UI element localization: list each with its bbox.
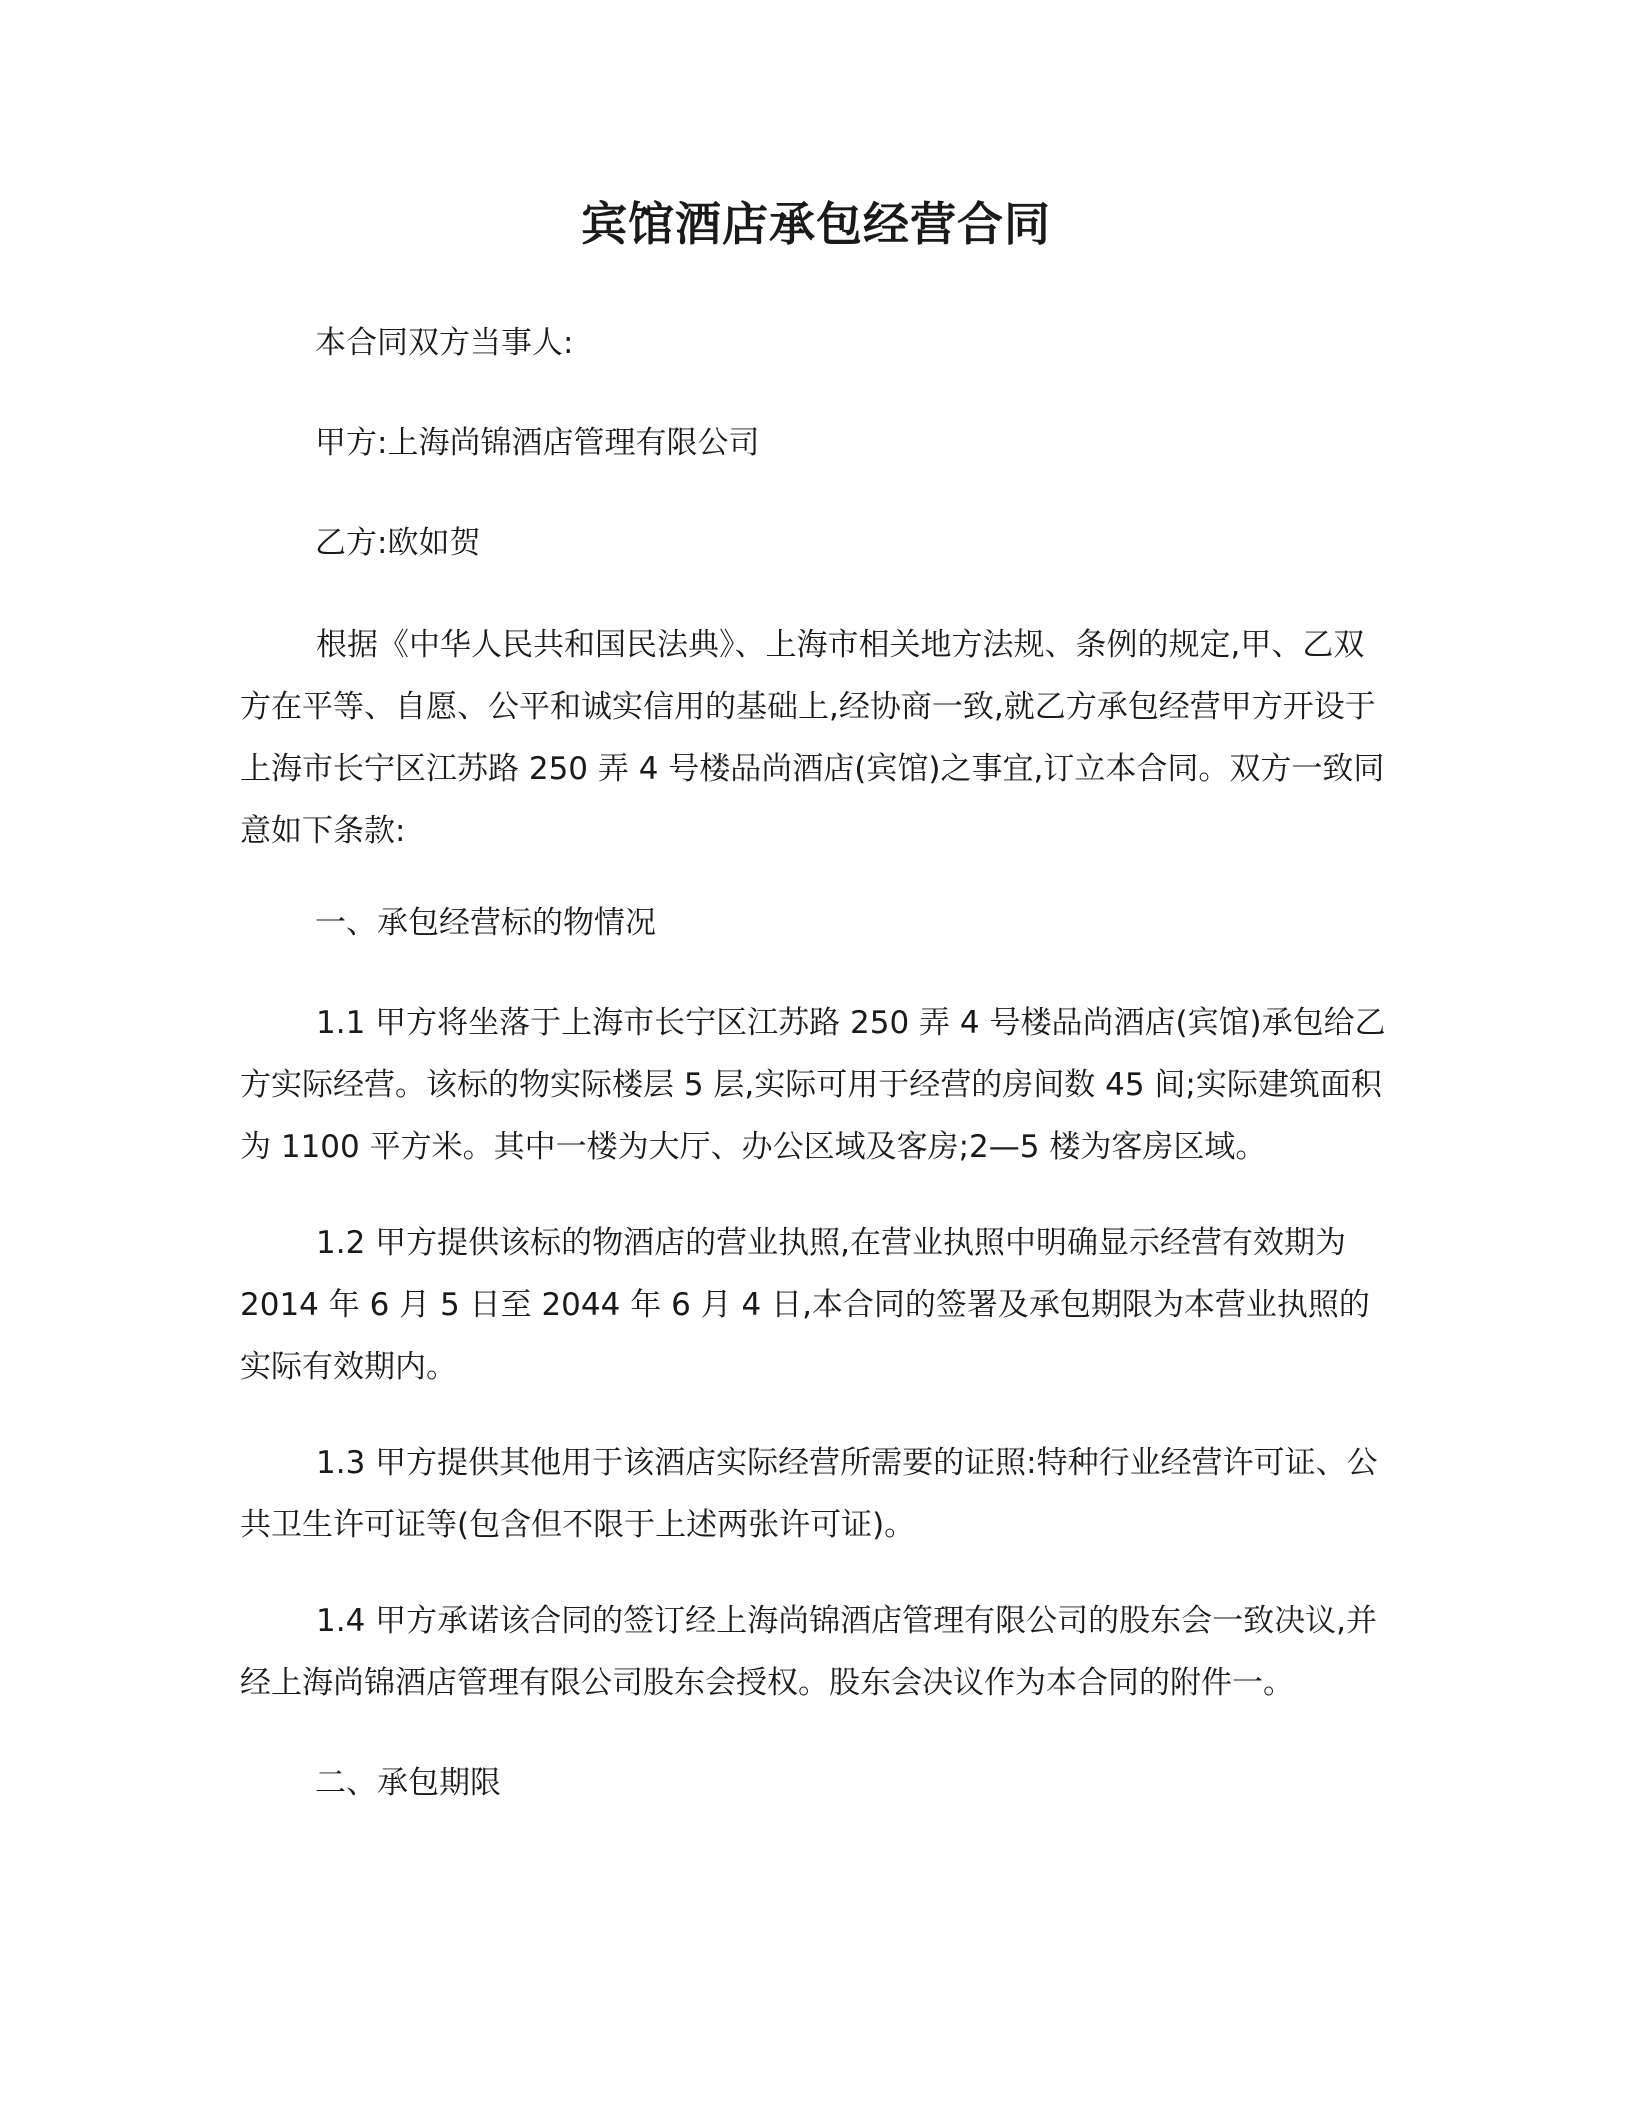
clause-1-2: 1.2 甲方提供该标的物酒店的营业执照,在营业执照中明确显示经营有效期为 2014 年 6 月 5 日至 2044 年 6 月 4 日,本合同的签署及承包期限为本营业执照的实际有效期内。 [240, 1225, 1370, 1385]
preamble-paragraph: 根据《中华人民共和国民法典》、上海市相关地方法规、条例的规定,甲、乙双方在平等、自愿、公平和诚实信用的基础上,经协商一致,就乙方承包经营甲方开设于上海市长宁区江苏路 250 弄 4 号楼品尚酒店(宾馆)之事宜,订立本合同。双方一致同意如下条款: [240, 627, 1385, 849]
section-1-heading: 一、承包经营标的物情况 [315, 905, 656, 941]
party-b: 乙方:欧如贺 [315, 525, 481, 561]
clause-1-3: 1.3 甲方提供其他用于该酒店实际经营所需要的证照:特种行业经营许可证、公共卫生许可证等(包含但不限于上述两张许可证)。 [240, 1445, 1378, 1543]
parties-heading: 本合同双方当事人: [315, 325, 574, 361]
clause-1-1: 1.1 甲方将坐落于上海市长宁区江苏路 250 弄 4 号楼品尚酒店(宾馆)承包给乙方实际经营。该标的物实际楼层 5 层,实际可用于经营的房间数 45 间;实际建筑面积为 1100 平方米。其中一楼为大厅、办公区域及客房;2—5 楼为客房区域。 [240, 1005, 1386, 1165]
document-title: 宾馆酒店承包经营合同 [581, 197, 1051, 251]
party-a: 甲方:上海尚锦酒店管理有限公司 [315, 425, 760, 461]
section-2-heading: 二、承包期限 [315, 1765, 501, 1801]
clause-1-4: 1.4 甲方承诺该合同的签订经上海尚锦酒店管理有限公司的股东会一致决议,并经上海尚锦酒店管理有限公司股东会授权。股东会决议作为本合同的附件一。 [240, 1603, 1378, 1701]
